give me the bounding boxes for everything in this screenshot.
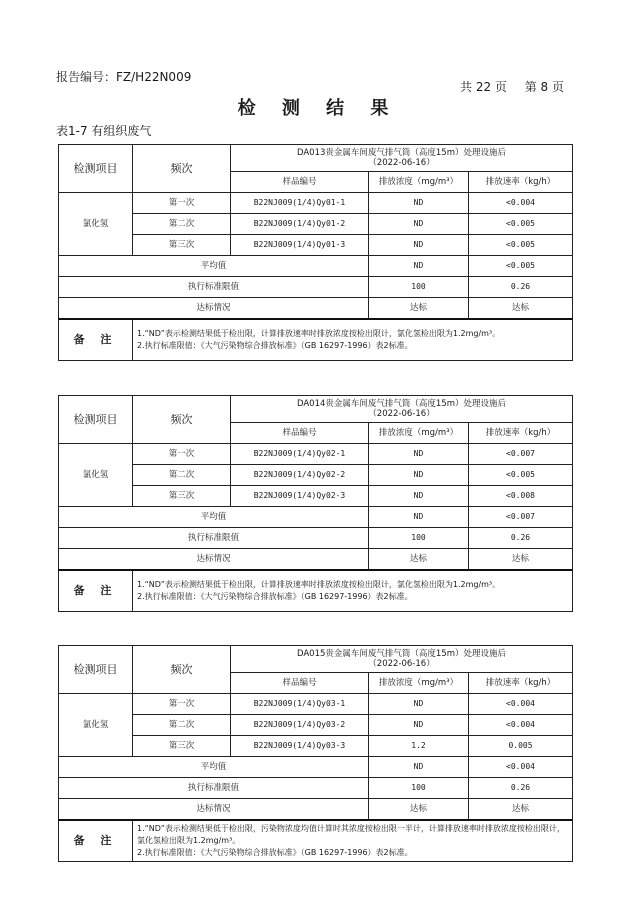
status-label: 达标情况 <box>59 799 369 821</box>
remark-text <box>133 570 573 612</box>
limit-rate: 0.26 <box>469 778 573 799</box>
sample-cell: B22NJ009(1/4)Qy02-1 <box>231 444 369 465</box>
remark-text <box>133 820 573 862</box>
col-conc-header: 排放浓度（mg/m³） <box>369 423 469 444</box>
rate-cell: <0.007 <box>469 444 573 465</box>
col-sample-header: 样品编号 <box>231 423 369 444</box>
sample-cell: B22NJ009(1/4)Qy03-3 <box>231 736 369 757</box>
limit-conc: 100 <box>369 277 469 298</box>
site-header <box>231 396 573 423</box>
site-header <box>231 145 573 172</box>
conc-cell: ND <box>369 694 469 715</box>
avg-label: 平均值 <box>59 256 369 277</box>
rate-cell: <0.005 <box>469 465 573 486</box>
note-2: 2.执行标准限值：《大气污染物综合排放标准》（GB 16297-1996）表2标准。 <box>137 341 413 350</box>
freq-cell: 第三次 <box>133 486 231 507</box>
rate-cell: <0.008 <box>469 486 573 507</box>
status-rate: 达标 <box>469 799 573 821</box>
limit-conc: 100 <box>369 778 469 799</box>
limit-row <box>59 277 573 298</box>
avg-row <box>59 256 573 277</box>
col-freq-header: 频次 <box>133 646 231 694</box>
page-number: 第 8 页 <box>524 80 564 94</box>
pollutant-cell: 氯化氢 <box>59 193 133 256</box>
note-1: 1.“ND”表示检测结果低于检出限，计算排放速率时排放浓度按检出限计，氯化氢检出限为1.2mg/m³。 <box>137 580 501 589</box>
table-row <box>59 444 573 465</box>
pollutant-cell: 氯化氢 <box>59 444 133 507</box>
avg-row <box>59 507 573 528</box>
site-name: DA013贵金属车间废气排气筒（高度15m）处理设施后 <box>296 148 507 158</box>
table-row <box>59 235 573 256</box>
avg-conc: ND <box>369 507 469 528</box>
result-table-2 <box>58 395 573 612</box>
table-row <box>59 214 573 235</box>
freq-cell: 第二次 <box>133 214 231 235</box>
page-title: 检 测 结 果 <box>237 98 399 119</box>
sample-cell: B22NJ009(1/4)Qy01-2 <box>231 214 369 235</box>
table-row <box>59 465 573 486</box>
limit-label: 执行标准限值 <box>59 778 369 799</box>
remark-label: 备 注 <box>59 570 133 612</box>
note-1: 1.“ND”表示检测结果低于检出限，污染物浓度均值计算时其浓度按检出限一半计，计算排放速率时排放浓度按检出限计，氯化氢检出限为1.2mg/m³。 <box>137 824 565 845</box>
limit-label: 执行标准限值 <box>59 277 369 298</box>
freq-cell: 第一次 <box>133 193 231 214</box>
col-rate-header: 排放速率（kg/h） <box>469 172 573 193</box>
site-header <box>231 646 573 673</box>
rate-cell: <0.004 <box>469 193 573 214</box>
col-item-header: 检测项目 <box>59 145 133 193</box>
conc-cell: ND <box>369 214 469 235</box>
total-pages: 共 22 页 <box>460 80 507 94</box>
result-table-3 <box>58 645 573 862</box>
col-sample-header: 样品编号 <box>231 673 369 694</box>
avg-label: 平均值 <box>59 507 369 528</box>
remark-label: 备 注 <box>59 319 133 361</box>
site-date: （2022-06-16） <box>368 158 435 168</box>
site-name: DA014贵金属车间废气排气筒（高度15m）处理设施后 <box>296 399 507 409</box>
avg-conc: ND <box>369 256 469 277</box>
col-rate-header: 排放速率（kg/h） <box>469 423 573 444</box>
remark-label: 备 注 <box>59 820 133 862</box>
table-caption: 表1-7 有组织废气 <box>56 124 152 138</box>
rate-cell: <0.005 <box>469 214 573 235</box>
pollutant-cell: 氯化氢 <box>59 694 133 757</box>
limit-label: 执行标准限值 <box>59 528 369 549</box>
avg-rate: <0.004 <box>469 757 573 778</box>
col-freq-header: 频次 <box>133 396 231 444</box>
freq-cell: 第二次 <box>133 465 231 486</box>
status-label: 达标情况 <box>59 549 369 571</box>
status-row <box>59 799 573 821</box>
status-rate: 达标 <box>469 298 573 320</box>
sample-cell: B22NJ009(1/4)Qy03-1 <box>231 694 369 715</box>
rate-cell: <0.005 <box>469 235 573 256</box>
table-row <box>59 736 573 757</box>
sample-cell: B22NJ009(1/4)Qy02-3 <box>231 486 369 507</box>
remark-row <box>59 319 573 361</box>
col-freq-header: 频次 <box>133 145 231 193</box>
status-row <box>59 549 573 571</box>
status-row <box>59 298 573 320</box>
remark-row <box>59 820 573 862</box>
status-rate: 达标 <box>469 549 573 571</box>
conc-cell: 1.2 <box>369 736 469 757</box>
site-name: DA015贵金属车间废气排气筒（高度15m）处理设施后 <box>296 649 507 659</box>
limit-rate: 0.26 <box>469 277 573 298</box>
limit-row <box>59 528 573 549</box>
table-row <box>59 715 573 736</box>
sample-cell: B22NJ009(1/4)Qy01-1 <box>231 193 369 214</box>
col-conc-header: 排放浓度（mg/m³） <box>369 673 469 694</box>
table-row <box>59 486 573 507</box>
note-2: 2.执行标准限值：《大气污染物综合排放标准》（GB 16297-1996）表2标准。 <box>137 848 413 857</box>
freq-cell: 第三次 <box>133 736 231 757</box>
status-label: 达标情况 <box>59 298 369 320</box>
sample-cell: B22NJ009(1/4)Qy02-2 <box>231 465 369 486</box>
remark-text <box>133 319 573 361</box>
report-number: 报告编号：FZ/H22N009 <box>56 70 192 84</box>
status-conc: 达标 <box>369 549 469 571</box>
freq-cell: 第一次 <box>133 694 231 715</box>
rate-cell: 0.005 <box>469 736 573 757</box>
conc-cell: ND <box>369 193 469 214</box>
note-2: 2.执行标准限值：《大气污染物综合排放标准》（GB 16297-1996）表2标准。 <box>137 592 413 601</box>
freq-cell: 第一次 <box>133 444 231 465</box>
page-info <box>446 78 564 95</box>
table-row <box>59 193 573 214</box>
site-date: （2022-06-16） <box>368 659 435 669</box>
freq-cell: 第二次 <box>133 715 231 736</box>
sample-cell: B22NJ009(1/4)Qy03-2 <box>231 715 369 736</box>
avg-rate: <0.005 <box>469 256 573 277</box>
col-item-header: 检测项目 <box>59 396 133 444</box>
limit-row <box>59 778 573 799</box>
site-date: （2022-06-16） <box>368 409 435 419</box>
conc-cell: ND <box>369 235 469 256</box>
rate-cell: <0.004 <box>469 715 573 736</box>
limit-conc: 100 <box>369 528 469 549</box>
col-sample-header: 样品编号 <box>231 172 369 193</box>
limit-rate: 0.26 <box>469 528 573 549</box>
avg-rate: <0.007 <box>469 507 573 528</box>
status-conc: 达标 <box>369 298 469 320</box>
conc-cell: ND <box>369 715 469 736</box>
result-table-1 <box>58 144 573 361</box>
avg-conc: ND <box>369 757 469 778</box>
sample-cell: B22NJ009(1/4)Qy01-3 <box>231 235 369 256</box>
conc-cell: ND <box>369 486 469 507</box>
avg-row <box>59 757 573 778</box>
freq-cell: 第三次 <box>133 235 231 256</box>
avg-label: 平均值 <box>59 757 369 778</box>
col-item-header: 检测项目 <box>59 646 133 694</box>
note-1: 1.“ND”表示检测结果低于检出限，计算排放速率时排放浓度按检出限计，氯化氢检出限为1.2mg/m³。 <box>137 329 501 338</box>
conc-cell: ND <box>369 444 469 465</box>
col-rate-header: 排放速率（kg/h） <box>469 673 573 694</box>
table-row <box>59 694 573 715</box>
remark-row <box>59 570 573 612</box>
status-conc: 达标 <box>369 799 469 821</box>
conc-cell: ND <box>369 465 469 486</box>
col-conc-header: 排放浓度（mg/m³） <box>369 172 469 193</box>
rate-cell: <0.004 <box>469 694 573 715</box>
